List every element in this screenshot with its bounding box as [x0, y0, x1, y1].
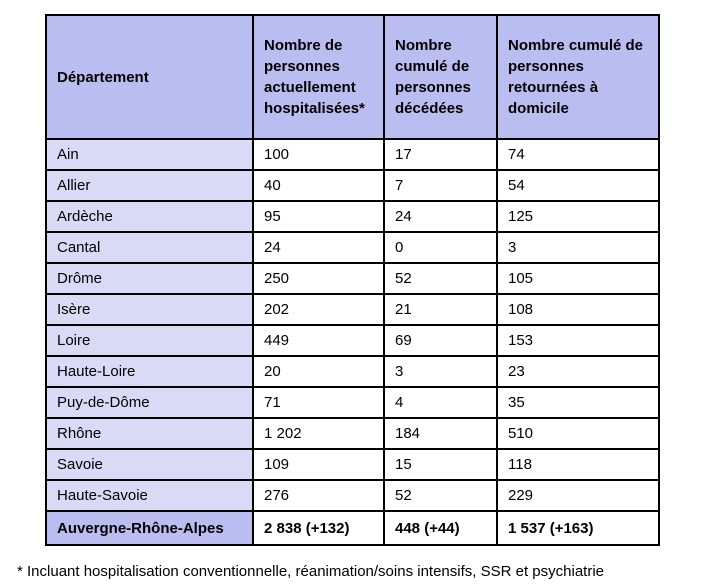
- cell-hospitalised: 276: [253, 480, 384, 511]
- cell-departement: Haute-Loire: [46, 356, 253, 387]
- cell-deceased: 52: [384, 263, 497, 294]
- cell-hospitalised: 100: [253, 139, 384, 170]
- total-region-label: Auvergne-Rhône-Alpes: [46, 511, 253, 545]
- cell-returned-home: 54: [497, 170, 659, 201]
- cell-hospitalised: 71: [253, 387, 384, 418]
- table-row: [46, 170, 659, 201]
- cell-departement: Isère: [46, 294, 253, 325]
- cell-departement: Rhône: [46, 418, 253, 449]
- total-hospitalised: 2 838 (+132): [253, 511, 384, 545]
- header-returned-home: Nombre cumulé de personnes retournées à domicile: [497, 15, 659, 139]
- cell-returned-home: 23: [497, 356, 659, 387]
- footnote: * Incluant hospitalisation conventionnelle, réanimation/soins intensifs, SSR et psychiatrie: [17, 563, 604, 580]
- cell-returned-home: 153: [497, 325, 659, 356]
- cell-deceased: 69: [384, 325, 497, 356]
- table-row: [46, 325, 659, 356]
- cell-deceased: 7: [384, 170, 497, 201]
- cell-departement: Drôme: [46, 263, 253, 294]
- table-row: [46, 139, 659, 170]
- table-total-row: [46, 511, 659, 545]
- total-deceased: 448 (+44): [384, 511, 497, 545]
- table-row: [46, 201, 659, 232]
- cell-returned-home: 229: [497, 480, 659, 511]
- cell-returned-home: 74: [497, 139, 659, 170]
- total-returned-home: 1 537 (+163): [497, 511, 659, 545]
- cell-hospitalised: 109: [253, 449, 384, 480]
- cell-departement: Ardèche: [46, 201, 253, 232]
- header-departement: Département: [46, 15, 253, 139]
- table-row: [46, 480, 659, 511]
- cell-departement: Allier: [46, 170, 253, 201]
- cell-departement: Haute-Savoie: [46, 480, 253, 511]
- table-row: [46, 294, 659, 325]
- hospital-stats-table: [45, 14, 660, 546]
- cell-hospitalised: 449: [253, 325, 384, 356]
- cell-deceased: 0: [384, 232, 497, 263]
- table-row: [46, 418, 659, 449]
- header-hospitalised: Nombre de personnes actuellement hospitalisées*: [253, 15, 384, 139]
- table-row: [46, 263, 659, 294]
- table-row: [46, 232, 659, 263]
- cell-deceased: 17: [384, 139, 497, 170]
- cell-returned-home: 108: [497, 294, 659, 325]
- cell-deceased: 52: [384, 480, 497, 511]
- cell-departement: Savoie: [46, 449, 253, 480]
- cell-departement: Loire: [46, 325, 253, 356]
- table-row: [46, 356, 659, 387]
- table-row: [46, 449, 659, 480]
- cell-returned-home: 118: [497, 449, 659, 480]
- cell-hospitalised: 24: [253, 232, 384, 263]
- cell-departement: Puy-de-Dôme: [46, 387, 253, 418]
- table-row: [46, 387, 659, 418]
- cell-departement: Ain: [46, 139, 253, 170]
- cell-deceased: 4: [384, 387, 497, 418]
- cell-deceased: 15: [384, 449, 497, 480]
- cell-returned-home: 125: [497, 201, 659, 232]
- cell-deceased: 21: [384, 294, 497, 325]
- cell-hospitalised: 20: [253, 356, 384, 387]
- cell-hospitalised: 202: [253, 294, 384, 325]
- cell-deceased: 184: [384, 418, 497, 449]
- cell-deceased: 24: [384, 201, 497, 232]
- cell-hospitalised: 95: [253, 201, 384, 232]
- cell-returned-home: 105: [497, 263, 659, 294]
- cell-hospitalised: 1 202: [253, 418, 384, 449]
- cell-hospitalised: 250: [253, 263, 384, 294]
- cell-returned-home: 510: [497, 418, 659, 449]
- cell-hospitalised: 40: [253, 170, 384, 201]
- header-deceased: Nombre cumulé de personnes décédées: [384, 15, 497, 139]
- cell-returned-home: 35: [497, 387, 659, 418]
- cell-returned-home: 3: [497, 232, 659, 263]
- cell-departement: Cantal: [46, 232, 253, 263]
- cell-deceased: 3: [384, 356, 497, 387]
- table-header-row: [46, 15, 659, 139]
